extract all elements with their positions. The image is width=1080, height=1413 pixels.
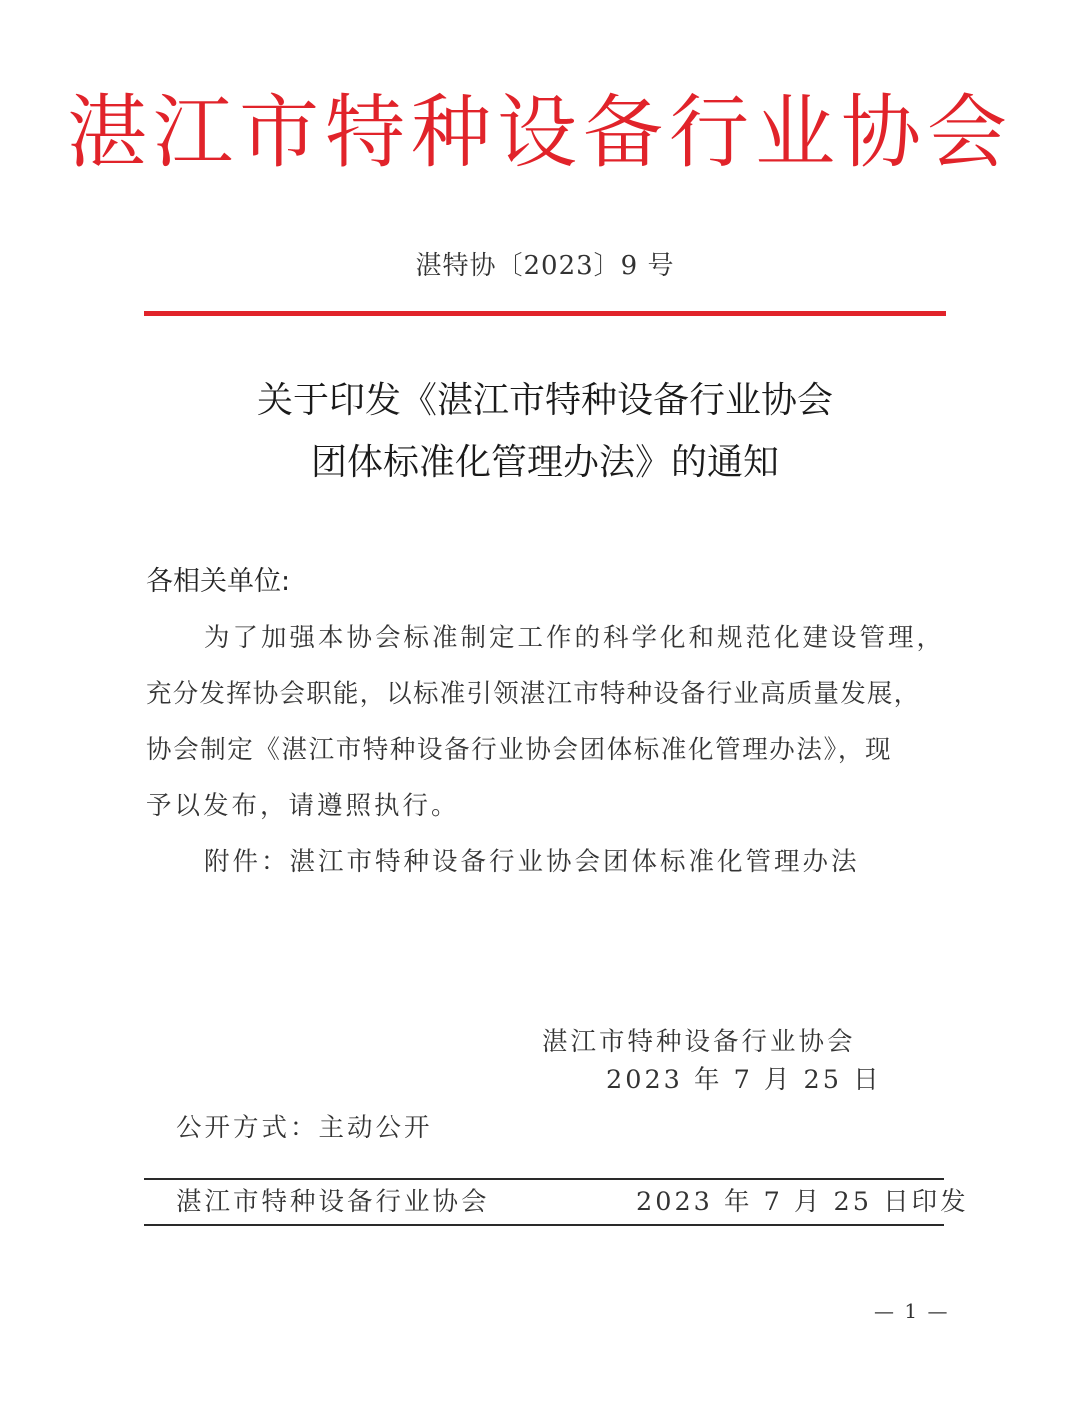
- page-number: — 1 —: [874, 1299, 950, 1323]
- red-divider: [144, 311, 946, 316]
- organization-title: 湛江市特种设备行业协会: [67, 86, 1013, 179]
- footer-bottom-rule: [144, 1224, 944, 1226]
- document-number: 湛特协〔2023〕9 号: [415, 251, 675, 281]
- signature-organization: 湛江市特种设备行业协会: [542, 1027, 856, 1057]
- notice-title: [0, 370, 1080, 494]
- body-line-1: 为了加强本协会标准制定工作的科学化和规范化建设管理，: [204, 623, 946, 653]
- footer-issuer: 湛江市特种设备行业协会: [176, 1187, 490, 1217]
- attachment-line: 附件：湛江市特种设备行业协会团体标准化管理办法: [204, 847, 860, 877]
- body-line-3: 协会制定《湛江市特种设备行业协会团体标准化管理办法》，现: [146, 735, 893, 765]
- notice-title-line-2: 团体标准化管理办法》的通知: [310, 442, 779, 483]
- signature-date: 2023 年 7 月 25 日: [606, 1065, 882, 1095]
- notice-title-line-1: 关于印发《湛江市特种设备行业协会: [256, 380, 833, 421]
- body-line-4: 予以发布，请遵照执行。: [146, 791, 460, 821]
- salutation: 各相关单位:: [146, 566, 291, 597]
- disclosure-method: 公开方式：主动公开: [176, 1113, 433, 1143]
- body-line-2: 充分发挥协会职能，以标准引领湛江市特种设备行业高质量发展，: [146, 679, 921, 709]
- footer-issue-date: 2023 年 7 月 25 日印发: [636, 1187, 969, 1217]
